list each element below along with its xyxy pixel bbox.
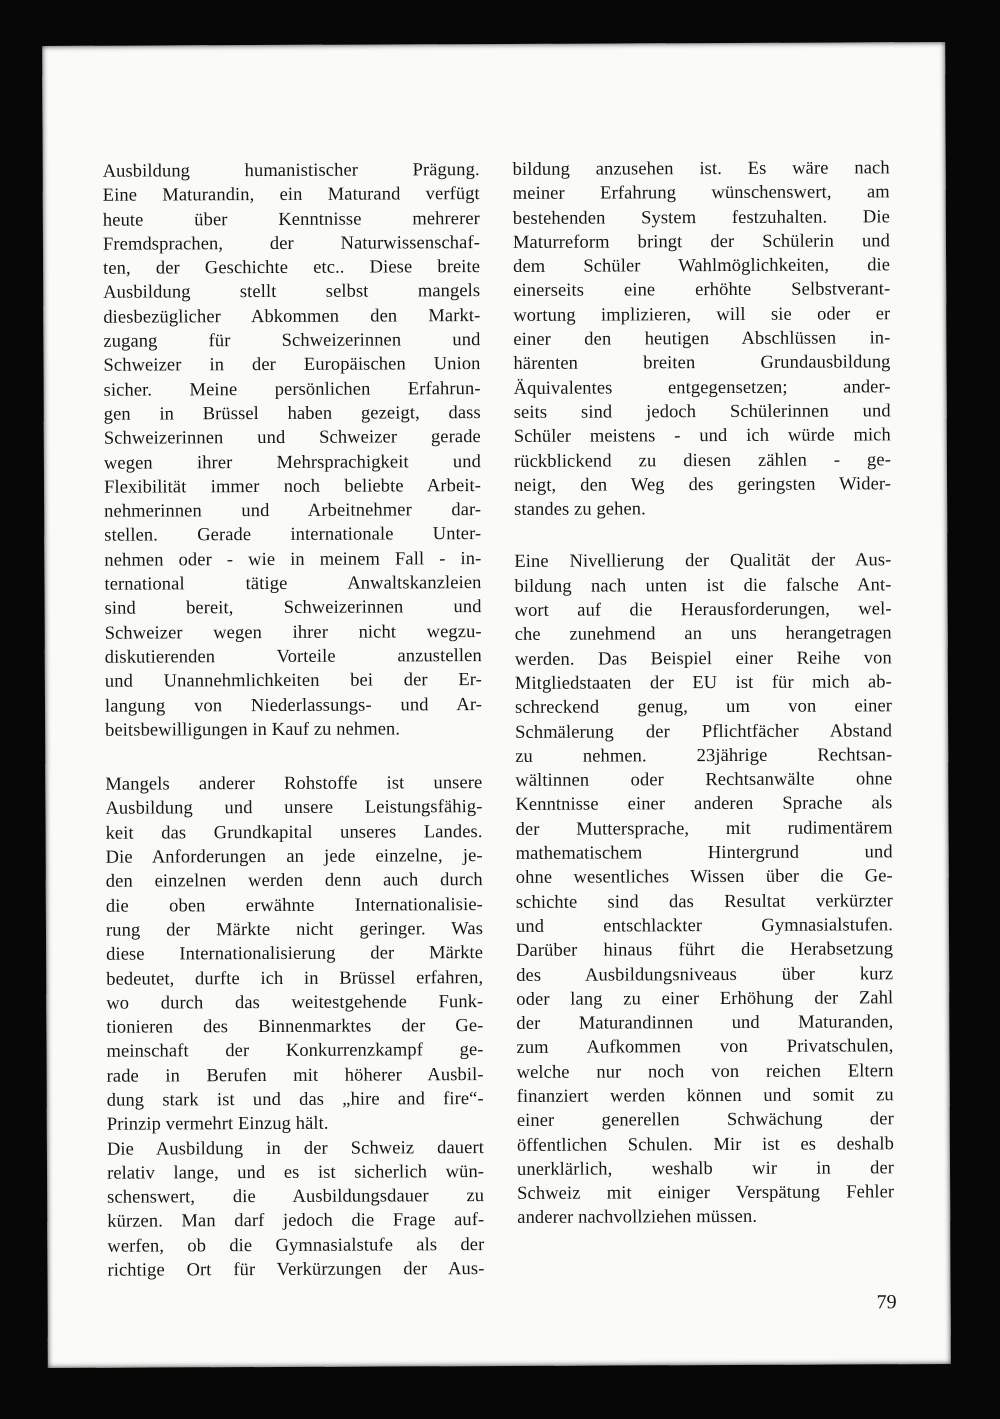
text-line: wo durch das weitestgehende Funk- — [106, 991, 484, 1014]
text-line: wort auf die Herausforderungen, wel- — [514, 599, 892, 621]
paragraph — [105, 771, 484, 1137]
text-line: Ausbildung humanistischer Prägung. — [102, 160, 480, 182]
text-line: wältinnen oder Rechtsanwälte ohne — [515, 769, 893, 792]
text-line: Ausbildung stellt selbst mangels — [103, 281, 481, 304]
paragraph — [513, 156, 892, 522]
text-line: die oben erwähnte Internationalisie- — [105, 894, 483, 917]
text-line: stellen. Gerade internationale Unter- — [104, 524, 482, 547]
text-line: schreckend genug, um von einer — [514, 696, 893, 719]
text-line: sicher. Meine persönlichen Erfahrun- — [103, 378, 481, 401]
text-line: zum Aufkommen von Privatschulen, — [516, 1036, 894, 1059]
text-line: Mitgliedstaaten der EU ist für mich ab- — [514, 672, 892, 694]
text-line: mathematischem Hintergrund und — [515, 842, 893, 864]
text-line: den einzelnen werden denn auch durch — [105, 870, 483, 893]
text-line: dem Schüler Wahlmöglichkeiten, die — [513, 255, 891, 278]
text-line: einer den heutigen Abschlüssen in- — [513, 328, 891, 351]
text-line: Flexibilität immer noch beliebte Arbeit- — [104, 475, 482, 498]
scanned-page — [42, 42, 951, 1368]
text-line: nehmen oder - wie in meinem Fall - in- — [104, 548, 482, 571]
text-line: langung von Niederlassungs- und Ar- — [104, 694, 483, 717]
text-line: härenten breiten Grundausbildung — [513, 352, 891, 375]
text-line: Schweizer in der Europäischen Union — [103, 354, 481, 377]
text-line: der Muttersprache, mit rudimentärem — [515, 817, 893, 840]
text-line: Schweizerinnen und Schweizer gerade — [103, 427, 481, 449]
text-line: Schweiz mit einiger Verspätung Fehler — [517, 1182, 895, 1205]
text-line: bildung anzusehen ist. Es wäre nach — [512, 158, 890, 180]
text-line: Schüler meistens - und ich würde mich — [513, 425, 891, 448]
text-line: zugang für Schweizerinnen und — [103, 330, 481, 352]
text-line: werfen, ob die Gymnasialstufe als der — [107, 1234, 485, 1257]
text-line: Fremdsprachen, der Naturwissenschaf- — [102, 232, 481, 255]
text-line: rung der Märkte nicht geringer. Was — [105, 918, 484, 941]
text-line: finanziert werden können und somit zu — [516, 1085, 894, 1107]
text-line: öffentlichen Schulen. Mir ist es deshalb — [516, 1133, 894, 1156]
text-line: Mangels anderer Rohstoffe ist unsere — [105, 773, 483, 795]
text-line: Schmälerung der Pflichtfächer Abstand — [515, 720, 893, 743]
text-line: rade in Berufen mit höherer Ausbil- — [106, 1064, 484, 1087]
text-line: meiner Erfahrung wünschenswert, am — [512, 182, 890, 205]
text-line: diskutierenden Vorteile anzustellen — [104, 646, 482, 668]
text-line: standes zu gehen. — [514, 499, 646, 521]
text-line: diesbezüglicher Abkommen den Markt- — [103, 305, 481, 328]
text-line: anderer nachvollziehen müssen. — [517, 1207, 758, 1229]
text-line: Äquivalentes entgegensetzen; ander- — [513, 376, 891, 399]
text-line: welche nur noch von reichen Eltern — [516, 1060, 894, 1083]
text-line: Die Anforderungen an jede einzelne, je- — [105, 846, 483, 868]
text-line: sind bereit, Schweizerinnen und — [104, 597, 482, 620]
text-line: Ausbildung und unsere Leistungsfähig- — [105, 797, 483, 820]
text-line: werden. Das Beispiel einer Reihe von — [514, 647, 892, 670]
text-line: einer generellen Schwächung der — [516, 1109, 894, 1132]
text-line: seits sind jedoch Schülerinnen und — [513, 401, 891, 423]
text-line: Die Ausbildung in der Schweiz dauert — [106, 1137, 484, 1160]
text-line: wortung implizieren, will sie oder er — [513, 304, 891, 326]
text-column-right — [513, 156, 895, 1230]
text-line: Darüber hinaus führt die Herabsetzung — [516, 939, 894, 962]
text-line: Schweizer wegen ihrer nicht wegzu- — [104, 621, 482, 644]
text-line: relativ lange, und es ist sicherlich wün- — [106, 1161, 485, 1184]
text-line: gen in Brüssel haben gezeigt, dass — [103, 403, 481, 425]
text-line: bedeutet, durfte ich in Brüssel erfahren, — [106, 967, 484, 990]
text-line: neigt, den Weg des geringsten Wider- — [514, 474, 892, 496]
text-line: ten, der Geschichte etc.. Diese breite — [103, 257, 481, 279]
text-line: che zunehmend an uns herangetragen — [514, 623, 892, 646]
text-line: Kenntnisse einer anderen Sprache als — [515, 793, 893, 816]
text-line: ternational tätige Anwaltskanzleien — [104, 573, 482, 595]
text-line: schenswert, die Ausbildungsdauer zu — [107, 1186, 485, 1208]
text-line: und entschlackter Gymnasialstufen. — [515, 915, 894, 937]
text-line: Eine Nivellierung der Qualität der Aus- — [514, 550, 892, 573]
text-line: Eine Maturandin, ein Maturand verfügt — [102, 184, 480, 207]
text-line: richtige Ort für Verkürzungen der Aus- — [107, 1259, 485, 1281]
text-line: heute über Kenntnisse mehrerer — [102, 208, 480, 231]
page-number: 79 — [876, 1291, 897, 1314]
text-column-left — [103, 158, 485, 1283]
text-line: und Unannehmlichkeiten bei der Er- — [104, 670, 482, 692]
paragraph — [514, 549, 894, 1231]
text-line: schichte sind das Resultat verkürzter — [515, 890, 893, 913]
text-line: beitsbewilligungen in Kauf zu nehmen. — [105, 719, 401, 741]
text-line: Maturreform bringt der Schülerin und — [512, 231, 891, 253]
text-line: rückblickend zu diesen zählen - ge- — [513, 449, 891, 472]
text-line: oder lang zu einer Erhöhung der Zahl — [516, 988, 894, 1010]
paragraph — [103, 158, 483, 743]
paragraph — [107, 1136, 485, 1283]
text-line: diese Internationalisierung der Märkte — [106, 943, 484, 965]
text-line: tionieren des Binnenmarktes der Ge- — [106, 1016, 484, 1038]
text-line: kürzen. Man darf jedoch die Frage auf- — [107, 1210, 485, 1233]
text-line: nehmerinnen und Arbeitnehmer dar- — [104, 500, 482, 522]
text-line: einerseits eine erhöhte Selbstverant- — [513, 279, 891, 302]
text-line: meinschaft der Konkurrenzkampf ge- — [106, 1040, 484, 1063]
text-line: keit das Grundkapital unseres Landes. — [105, 821, 483, 844]
text-line: der Maturandinnen und Maturanden, — [516, 1012, 894, 1035]
text-line: zu nehmen. 23jährige Rechtsan- — [515, 745, 893, 767]
text-line: unerklärlich, weshalb wir in der — [516, 1158, 895, 1180]
text-line: Prinzip vermehrt Einzug hält. — [106, 1114, 329, 1135]
text-line: bestehenden System festzuhalten. Die — [512, 206, 890, 229]
text-line: des Ausbildungsniveaus über kurz — [516, 963, 894, 986]
text-line: dung stark ist und das „hire and fire“- — [106, 1089, 484, 1111]
text-line: wegen ihrer Mehrsprachigkeit und — [103, 451, 481, 474]
text-line: bildung nach unten ist die falsche Ant- — [514, 575, 892, 597]
text-line: ohne wesentliches Wissen über die Ge- — [515, 866, 893, 889]
